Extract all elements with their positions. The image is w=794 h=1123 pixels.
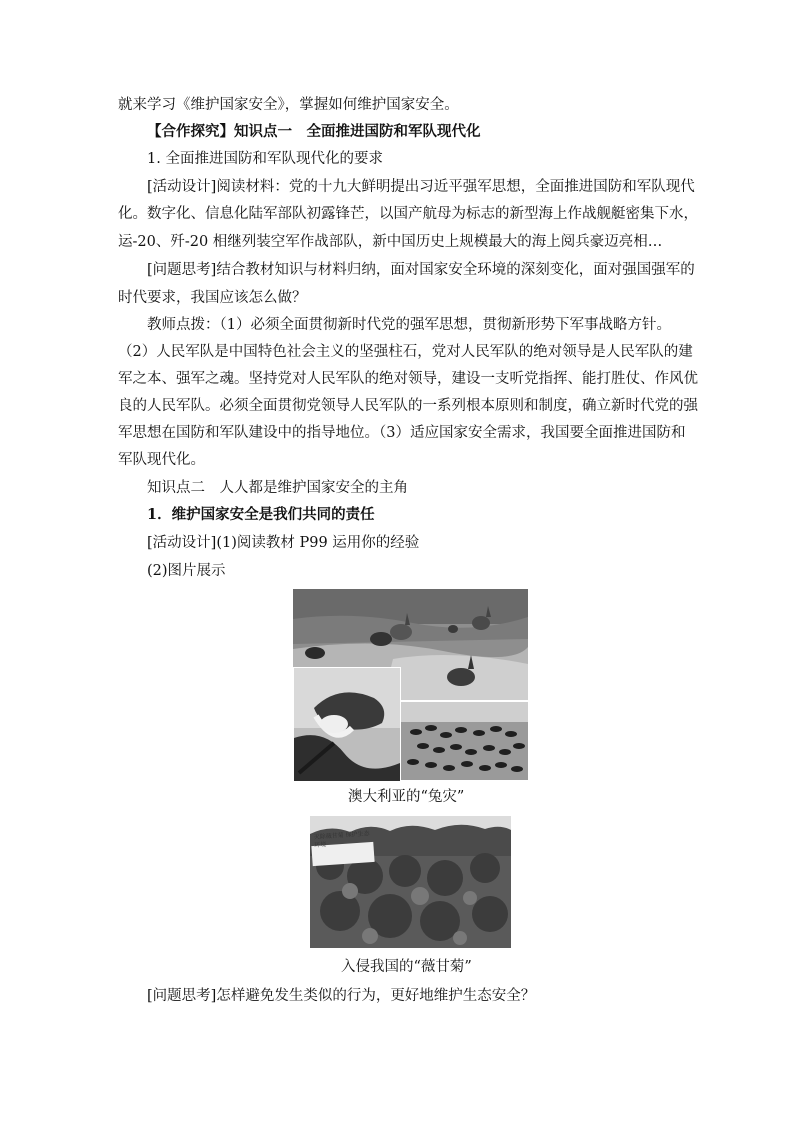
text-line: (2)图片展示 xyxy=(147,563,226,579)
text-line: 时代要求，我国应该怎么做？ xyxy=(118,290,307,306)
section-heading-1: 【合作探究】知识点一 全面推进国防和军队现代化 xyxy=(147,123,481,140)
text-line: [活动设计]阅读材料：党的十九大鲜明提出习近平强军思想，全面推进国防和军队现代 xyxy=(147,179,695,195)
text-line: 化。数字化、信息化陆军部队初露锋芒，以国产航母为标志的新型海上作战舰艇密集下水， xyxy=(118,206,698,222)
caption-mikania: 入侵我国的“薇甘菊” xyxy=(341,959,472,975)
text-line: 良的人民军队。必须全面贯彻党领导人民军队的一系列根本原则和制度，确立新时代党的强 xyxy=(118,398,698,414)
text-line: [问题思考]结合教材知识与材料归纳，面对国家安全环境的深刻变化，面对强国强军的 xyxy=(147,262,695,278)
subheading: 1. 全面推进国防和军队现代化的要求 xyxy=(147,151,383,167)
subheading: 1．维护国家安全是我们共同的责任 xyxy=(147,506,375,523)
text-line: 运-20、歼-20 相继列装空军作战部队，新中国历史上规模最大的海上阅兵豪迈亮相… xyxy=(118,234,663,250)
banner-text: 灭除薇甘菊 保护生态环境 xyxy=(313,830,370,850)
section-heading-2: 知识点二 人人都是维护国家安全的主角 xyxy=(147,480,408,496)
caption-rabbit: 澳大利亚的“兔灾” xyxy=(348,789,465,805)
text-line: [活动设计](1)阅读教材 P99 运用你的经验 xyxy=(147,535,420,551)
rabbit-photo-crowd xyxy=(401,702,528,780)
rabbit-photo-tree xyxy=(293,667,401,782)
text-line: 军思想在国防和军队建设中的指导地位。（3）适应国家安全需求，我国要全面推进国防和 xyxy=(118,425,686,441)
text-line: 军队现代化。 xyxy=(118,452,205,468)
text-line: （2）人民军队是中国特色社会主义的坚强柱石，党对人民军队的绝对领导是人民军队的建 xyxy=(118,344,693,360)
text-line: 教师点拨：（1）必须全面贯彻新时代党的强军思想，贯彻新形势下军事战略方针。 xyxy=(147,317,671,333)
text-line: 就来学习《维护国家安全》，掌握如何维护国家安全。 xyxy=(118,97,459,113)
text-line: 军之本、强军之魂。坚持党对人民军队的绝对领导，建设一支听党指挥、能打胜仗、作风优 xyxy=(118,371,698,387)
question-line: [问题思考]怎样避免发生类似的行为，更好地维护生态安全？ xyxy=(147,988,536,1004)
